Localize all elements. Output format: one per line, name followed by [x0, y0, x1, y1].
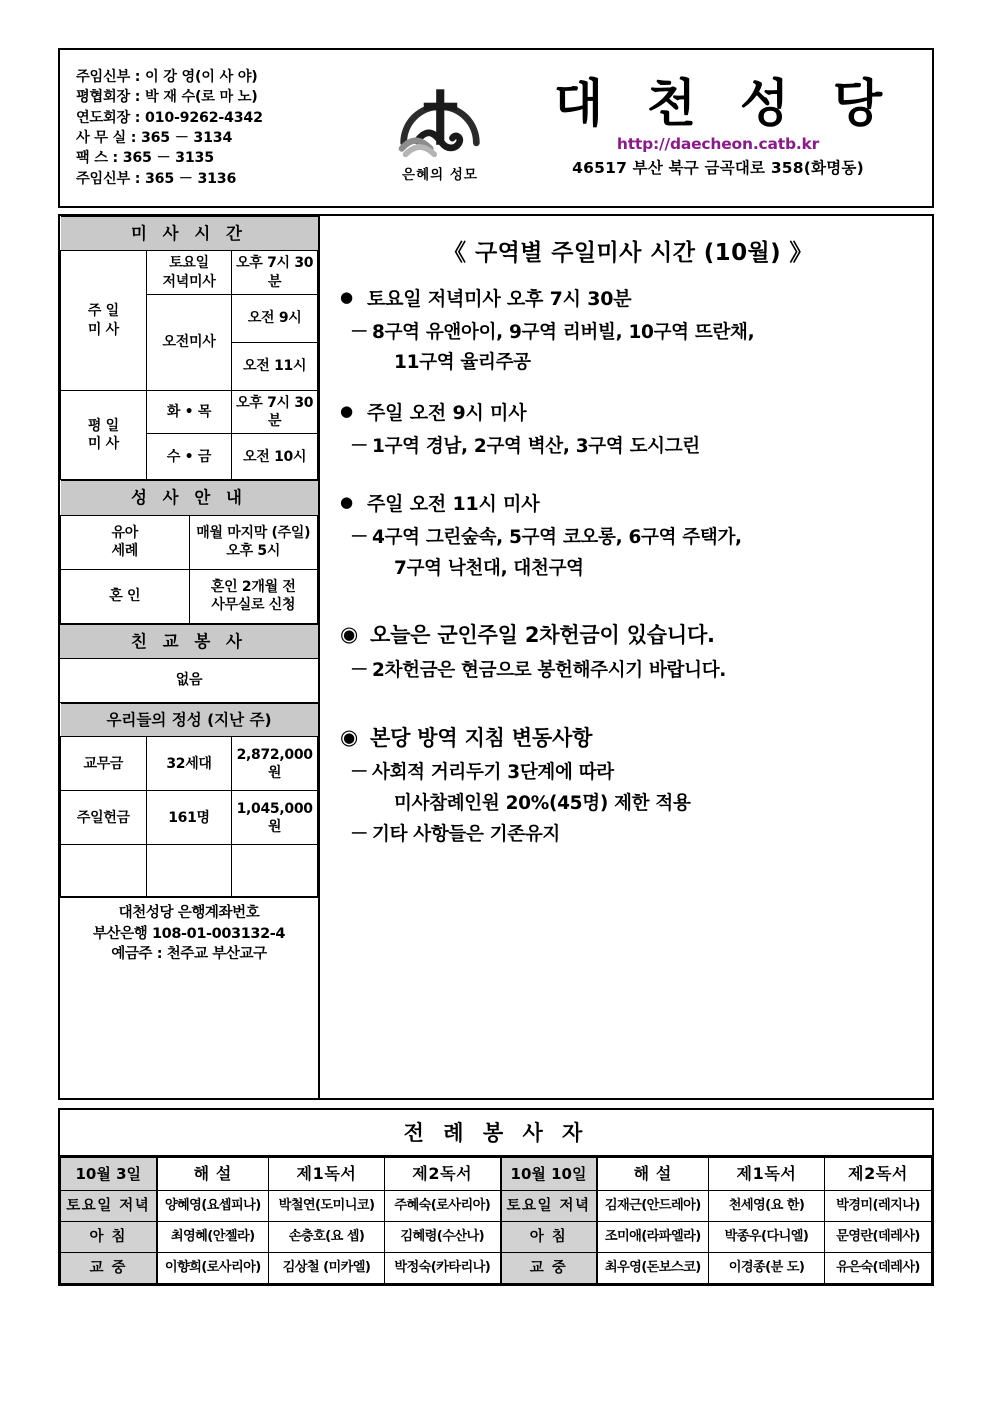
fellowship-header: 친 교 봉 사 [60, 624, 318, 658]
weekday-days-wed-fri: 수 • 금 [146, 434, 232, 480]
servers-col-reading1-right: 제1독서 [709, 1158, 825, 1191]
dash-icon: － [350, 762, 369, 783]
contact-line-office: 사 무 실 : 365 － 3134 [76, 130, 233, 146]
table-row [61, 737, 318, 791]
table-row [61, 251, 318, 294]
district-cont-0: 11구역 율리주공 [394, 352, 531, 374]
server-cell-r-0-2: 박경미(레지나) [825, 1191, 932, 1222]
offering-amount-2 [232, 845, 318, 897]
notice-item-row-0-0 [340, 657, 916, 685]
servers-row-label-right-0: 토요일 저녁 [501, 1191, 597, 1222]
server-cell-l-2-1: 김상철 (미카엘) [269, 1253, 385, 1284]
contact-line-council-head: 평협회장 : 박 재 수(로 마 노) [76, 89, 258, 106]
server-cell-l-1-2: 김혜령(수산나) [385, 1222, 501, 1253]
notice-group-1 [340, 723, 916, 849]
server-cell-r-1-0: 조미애(라파엘라) [597, 1222, 709, 1253]
server-cell-l-0-1: 박철연(도미니코) [269, 1191, 385, 1222]
district-group-0 [340, 285, 916, 377]
servers-col-reading1-left: 제1독서 [269, 1158, 385, 1191]
offering-table [60, 703, 318, 897]
servers-table [60, 1157, 932, 1284]
district-sub-1: 1구역 경남, 2구역 벽산, 3구역 도시그린 [372, 435, 700, 457]
notice-heading-row-1 [340, 723, 916, 755]
offering-amount-1: 1,045,000원 [232, 791, 318, 845]
table-row [61, 515, 318, 569]
notice-cont-1-0: 미사참례인원 20%(45명) 제한 적용 [394, 792, 691, 814]
server-cell-r-2-2: 유은숙(데레사) [825, 1253, 932, 1284]
bulletin-body [58, 214, 934, 1100]
servers-date-left: 10월 3일 [61, 1158, 157, 1191]
bullet-icon: ● [340, 288, 353, 306]
offering-name-0: 교무금 [61, 737, 147, 791]
district-heading-0: 토요일 저녁미사 오후 7시 30분 [367, 288, 632, 310]
church-logo-block [370, 74, 510, 183]
table-row [61, 791, 318, 845]
announcements-title: 《 구역별 주일미사 시간 (10월) 》 [443, 240, 813, 266]
weekday-mass-label: 평 일 미 사 [61, 390, 147, 479]
marriage-line1: 혼인 2개월 전 [210, 578, 296, 595]
district-heading-row-1 [340, 399, 916, 428]
offering-name-1: 주일헌금 [61, 791, 147, 845]
notice-item-1-1: 기타 사항들은 기존유지 [372, 823, 560, 845]
infant-baptism-line1: 매월 마지막 (주일) [196, 524, 311, 541]
church-title-block [510, 74, 922, 178]
weekday-days-tue-thu: 화 • 목 [146, 390, 232, 433]
marriage-value [189, 569, 318, 623]
notice-item-row-1-0 [340, 759, 916, 787]
offering-header: 우리들의 정성 (지난 주) [61, 704, 318, 737]
table-row [61, 1191, 932, 1222]
sunday-mass-label: 주 일 미 사 [61, 251, 147, 390]
table-row [60, 659, 318, 703]
server-cell-r-1-2: 문영란(데레사) [825, 1222, 932, 1253]
contact-line-pastor-phone: 주임신부 : 365 － 3136 [76, 170, 237, 187]
server-cell-l-2-2: 박정숙(카타리나) [385, 1253, 501, 1284]
circled-bullet-icon: ◉ [340, 622, 359, 647]
district-heading-row-0 [340, 285, 916, 314]
spacer [340, 464, 916, 490]
liturgical-servers-section [58, 1108, 934, 1286]
circled-bullet-icon: ◉ [340, 724, 359, 749]
server-cell-l-1-0: 최영혜(안젤라) [157, 1222, 269, 1253]
morning-mass-label: 오전미사 [146, 294, 232, 390]
offering-count-0: 32세대 [146, 737, 232, 791]
district-group-2 [340, 490, 916, 582]
bank-line-title: 대천성당 은행계좌번호 [118, 905, 260, 922]
contact-line-fax: 팩 스 : 365 － 3135 [76, 150, 214, 167]
infant-baptism-line2: 오후 5시 [226, 543, 281, 560]
church-website-url[interactable]: http://daecheon.catb.kr [616, 135, 820, 154]
dash-icon: － [350, 321, 369, 343]
table-row [61, 390, 318, 433]
offering-amount-0: 2,872,000원 [232, 737, 318, 791]
bulletin-header [58, 48, 934, 208]
servers-col-reading2-left: 제2독서 [385, 1158, 501, 1191]
servers-row-label-right-2: 교 중 [501, 1253, 597, 1284]
servers-row-label-right-1: 아 침 [501, 1222, 597, 1253]
district-sub-0: 8구역 유앤아이, 9구역 리버빌, 10구역 뜨란채, [372, 321, 755, 343]
spacer [340, 586, 916, 620]
dash-icon: － [350, 435, 369, 457]
dash-icon: － [350, 659, 369, 681]
sidebar-column [58, 214, 320, 1100]
servers-col-commentary-right: 해 설 [597, 1158, 709, 1191]
offering-count-1: 161명 [146, 791, 232, 845]
bank-line-holder: 예금주 : 천주교 부산교구 [111, 946, 267, 963]
sat-evening-time: 오후 7시 30분 [232, 251, 318, 294]
district-cont-2: 7구역 낙천대, 대천구역 [394, 557, 584, 579]
mass-schedule-header: 미 사 시 간 [61, 217, 318, 251]
notice-item-0-0: 2차헌금은 현금으로 봉헌해주시기 바랍니다. [372, 659, 727, 681]
bank-line-number: 부산은행 108-01-003132-4 [92, 925, 286, 942]
offering-name-2 [61, 845, 147, 897]
infant-baptism-value [189, 515, 318, 569]
spacer [340, 689, 916, 723]
weekday-time-wed-fri: 오전 10시 [232, 434, 318, 480]
district-group-1 [340, 399, 916, 460]
sat-evening-label: 토요일 저녁미사 [146, 251, 232, 294]
sacrament-table [60, 480, 318, 623]
servers-row-label-left-1: 아 침 [61, 1222, 157, 1253]
district-sub-row-0 [340, 319, 916, 347]
district-sub-row-1 [340, 433, 916, 461]
marriage-label: 혼 인 [61, 569, 190, 623]
cross-arc-waves-icon [392, 74, 488, 162]
district-sub-2: 4구역 그린숲속, 5구역 코오롱, 6구역 주택가, [372, 526, 742, 548]
servers-col-reading2-right: 제2독서 [825, 1158, 932, 1191]
servers-header-row [61, 1158, 932, 1191]
table-row [61, 1222, 932, 1253]
servers-row-label-left-2: 교 중 [61, 1253, 157, 1284]
server-cell-l-1-1: 손충호(요 셉) [269, 1222, 385, 1253]
sacrament-header: 성 사 안 내 [61, 481, 318, 515]
logo-caption: 은혜의 성모 [402, 166, 478, 183]
bullet-icon: ● [340, 493, 353, 512]
marriage-line2: 사무실로 신청 [211, 597, 296, 614]
server-cell-l-0-2: 주혜숙(로사리아) [385, 1191, 501, 1222]
contact-line-prayer-head: 연도회장 : 010-9262-4342 [76, 109, 263, 126]
server-cell-r-0-0: 김재근(안드레아) [597, 1191, 709, 1222]
server-cell-r-0-1: 천세영(요 한) [709, 1191, 825, 1222]
district-heading-1: 주일 오전 9시 미사 [367, 402, 527, 424]
district-sub-row-2 [340, 524, 916, 552]
dash-icon: － [350, 823, 369, 845]
notice-heading-0: 오늘은 군인주일 2차헌금이 있습니다. [370, 623, 715, 648]
server-cell-l-0-0: 양혜영(요셉피나) [157, 1191, 269, 1222]
mass-schedule-table [60, 216, 318, 480]
district-heading-2: 주일 오전 11시 미사 [367, 493, 540, 516]
contact-info-block [76, 67, 356, 190]
server-cell-r-2-1: 이경종(분 도) [709, 1253, 825, 1284]
weekday-time-tue-thu: 오후 7시 30분 [232, 390, 318, 433]
church-address: 46517 부산 북구 금곡대로 358(화명동) [572, 159, 864, 178]
notice-item-row-1-1 [340, 821, 916, 849]
announcements-column [320, 214, 934, 1100]
infant-baptism-label: 유아 세례 [61, 515, 190, 569]
notice-item-1-0: 사회적 거리두기 3단계에 따라 [372, 762, 614, 783]
morning-time-11: 오전 11시 [232, 342, 318, 390]
offering-count-2 [146, 845, 232, 897]
fellowship-table [60, 624, 318, 703]
server-cell-l-2-0: 이향희(로사리아) [157, 1253, 269, 1284]
fellowship-value: 없음 [60, 659, 318, 703]
bank-account-block [60, 897, 318, 1098]
morning-time-9: 오전 9시 [232, 294, 318, 342]
table-row [61, 1253, 932, 1284]
church-name: 대 천 성 당 [553, 74, 896, 134]
server-cell-r-1-1: 박종우(다니엘) [709, 1222, 825, 1253]
bullet-icon: ● [340, 402, 353, 420]
district-heading-row-2 [340, 490, 916, 519]
server-cell-r-2-0: 최우영(돈보스코) [597, 1253, 709, 1284]
spacer [340, 381, 916, 399]
table-row [61, 845, 318, 897]
servers-title: 전 례 봉 사 자 [60, 1110, 932, 1157]
notice-heading-1: 본당 방역 지침 변동사항 [370, 725, 593, 750]
servers-col-commentary-left: 해 설 [157, 1158, 269, 1191]
notice-heading-row-0 [340, 620, 916, 652]
table-row [61, 569, 318, 623]
servers-date-right: 10월 10일 [501, 1158, 597, 1191]
notice-group-0 [340, 620, 916, 684]
servers-row-label-left-0: 토요일 저녁 [61, 1191, 157, 1222]
contact-line-pastor: 주임신부 : 이 강 영(이 사 야) [76, 68, 258, 85]
dash-icon: － [350, 526, 369, 548]
